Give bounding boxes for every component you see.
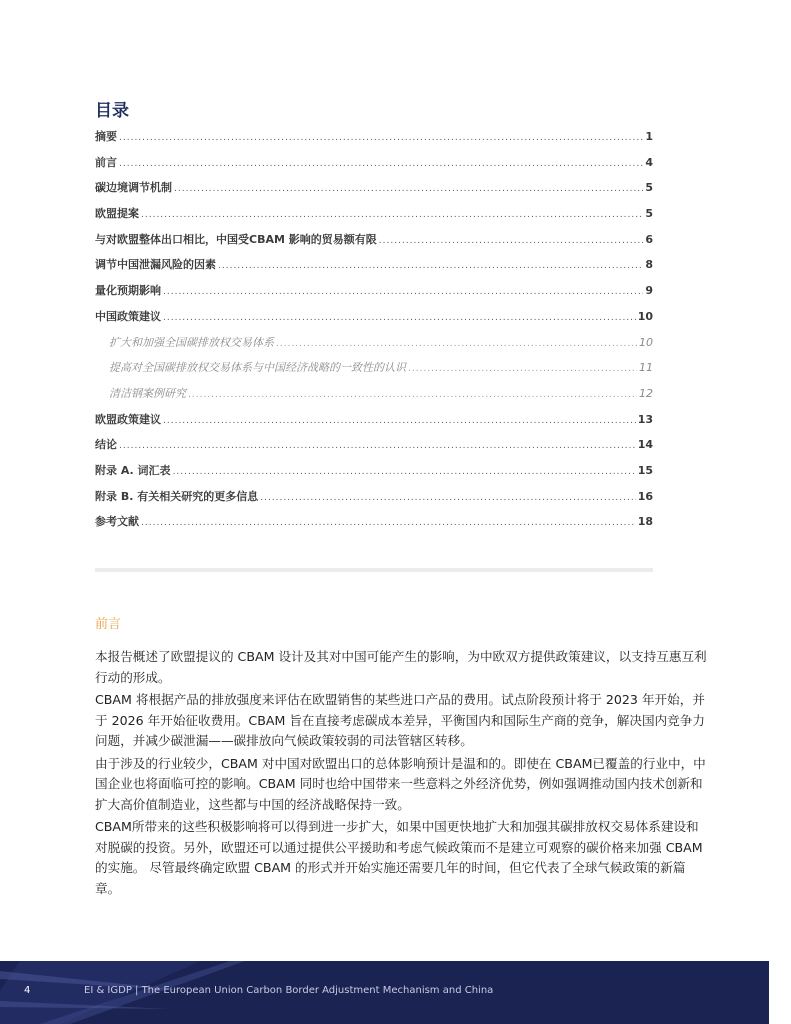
toc-entry-page: 10: [637, 309, 653, 323]
paragraph: CBAM所带来的这些积极影响将可以得到进一步扩大，如果中国更快地扩大和加强其碳排放权交易体系建设和对脱碳的投资。另外，欧盟还可以通过提供公平援助和考虑气候政策而不是建立可观察的碳价格来加强 CBAM 的实施。 尽管最终确定欧盟 CBAM 的形式并开始实施还需要几年的时间，但它代表了全球气候政策的新篇章。: [95, 819, 703, 896]
toc-entry-page: 5: [645, 207, 653, 221]
toc-entry[interactable]: [95, 154, 653, 180]
toc-leader: [141, 210, 643, 220]
page-footer: [0, 961, 769, 1024]
toc-entry-label: 碳边境调节机制: [95, 181, 172, 195]
toc-leader: [119, 133, 643, 143]
section-divider: [95, 568, 653, 572]
toc-title: 目录: [95, 101, 129, 121]
paragraph: 由于涉及的行业较少，CBAM 对中国对欧盟出口的总体影响预计是温和的。即使在 CBAM已覆盖的行业中，中国企业也将面临可控的影响。CBAM 同时也给中国带来一些意料之外经济优势，例如强调推动国内技术创新和扩大高价值制造业，这些都与中国的经济战略保持一致。: [95, 755, 706, 812]
toc-entry-page: 10: [639, 335, 653, 349]
toc-entry-label: 附录 A. 词汇表: [95, 463, 171, 477]
section-body: [95, 647, 707, 901]
toc-entry-page: 18: [637, 515, 653, 529]
toc-entry[interactable]: [95, 128, 653, 154]
toc-entry[interactable]: [95, 436, 653, 462]
toc-entry[interactable]: [95, 308, 653, 334]
toc-entry-label: 与对欧盟整体出口相比，中国受CBAM 影响的贸易额有限: [95, 232, 377, 246]
toc-entry[interactable]: [95, 256, 653, 282]
page-number: 4: [24, 985, 31, 996]
toc-entry[interactable]: [95, 513, 653, 539]
toc-leader: [276, 339, 637, 349]
toc-subentry[interactable]: [95, 334, 653, 360]
toc-entry-page: 6: [645, 232, 653, 246]
toc-entry-label: 前言: [95, 155, 117, 169]
toc-entry-label: 附录 B. 有关相关研究的更多信息: [95, 489, 259, 503]
toc-entry-label: 中国政策建议: [95, 309, 161, 323]
toc-leader: [188, 390, 637, 400]
toc-subentry[interactable]: [95, 359, 653, 385]
toc-entry-label: 欧盟政策建议: [95, 412, 161, 426]
paragraph: 本报告概述了欧盟提议的 CBAM 设计及其对中国可能产生的影响，为中欧双方提供政策建议，以支持互惠互利行动的形成。: [95, 649, 707, 685]
toc-leader: [173, 467, 636, 477]
toc-entry-page: 1: [645, 130, 653, 143]
toc-leader: [408, 364, 637, 374]
toc-entry-page: 16: [637, 489, 653, 503]
toc-leader: [163, 313, 636, 323]
toc-entry[interactable]: [95, 488, 653, 514]
toc-leader: [174, 184, 643, 194]
toc-entry[interactable]: [95, 282, 653, 308]
toc-leader: [260, 493, 635, 503]
paragraph: CBAM 将根据产品的排放强度来评估在欧盟销售的某些进口产品的费用。试点阶段预计将于 2023 年开始，并于 2026 年开始征收费用。CBAM 旨在直接考虑碳成本差异，平衡国内和国际生产商的竞争，解决国内竞争力问题，并减少碳泄漏——碳排放向气候政策较弱的司法管辖区转移。: [95, 692, 705, 748]
toc-entry-page: 14: [637, 438, 653, 452]
toc-leader: [141, 518, 636, 528]
toc-entry[interactable]: [95, 205, 653, 231]
toc-entry-page: 9: [645, 284, 653, 298]
toc-entry-label: 参考文献: [95, 515, 139, 529]
toc-entry-label: 调节中国泄漏风险的因素: [95, 258, 216, 272]
toc-entry-label: 结论: [95, 438, 117, 452]
toc-subentry[interactable]: [95, 385, 653, 411]
toc-entry-label: 摘要: [95, 130, 117, 143]
table-of-contents: [95, 128, 653, 539]
toc-entry[interactable]: [95, 179, 653, 205]
toc-entry-page: 11: [639, 361, 653, 375]
toc-entry[interactable]: [95, 411, 653, 437]
toc-leader: [119, 159, 643, 169]
toc-entry-label: 欧盟提案: [95, 207, 139, 221]
toc-entry[interactable]: [95, 231, 653, 257]
toc-entry-page: 13: [637, 412, 653, 426]
toc-entry-page: 12: [639, 386, 653, 400]
toc-entry-page: 15: [637, 463, 653, 477]
toc-entry-page: 8: [645, 258, 653, 272]
toc-entry-page: 5: [645, 181, 653, 195]
footer-title: EI & IGDP | The European Union Carbon Border Adjustment Mechanism and China: [84, 985, 494, 996]
toc-entry-label: 扩大和加强全国碳排放权交易体系: [109, 335, 274, 349]
toc-entry-label: 提高对全国碳排放权交易体系与中国经济战略的一致性的认识: [109, 361, 406, 375]
toc-entry-label: 量化预期影响: [95, 284, 161, 298]
toc-leader: [163, 416, 636, 426]
toc-leader: [119, 441, 636, 451]
toc-entry[interactable]: [95, 462, 653, 488]
toc-entry-page: 4: [645, 155, 653, 169]
toc-entry-label: 清洁钢案例研究: [109, 386, 186, 400]
section-heading: 前言: [95, 617, 122, 632]
toc-leader: [218, 261, 643, 271]
toc-leader: [379, 236, 644, 246]
toc-leader: [163, 287, 643, 297]
